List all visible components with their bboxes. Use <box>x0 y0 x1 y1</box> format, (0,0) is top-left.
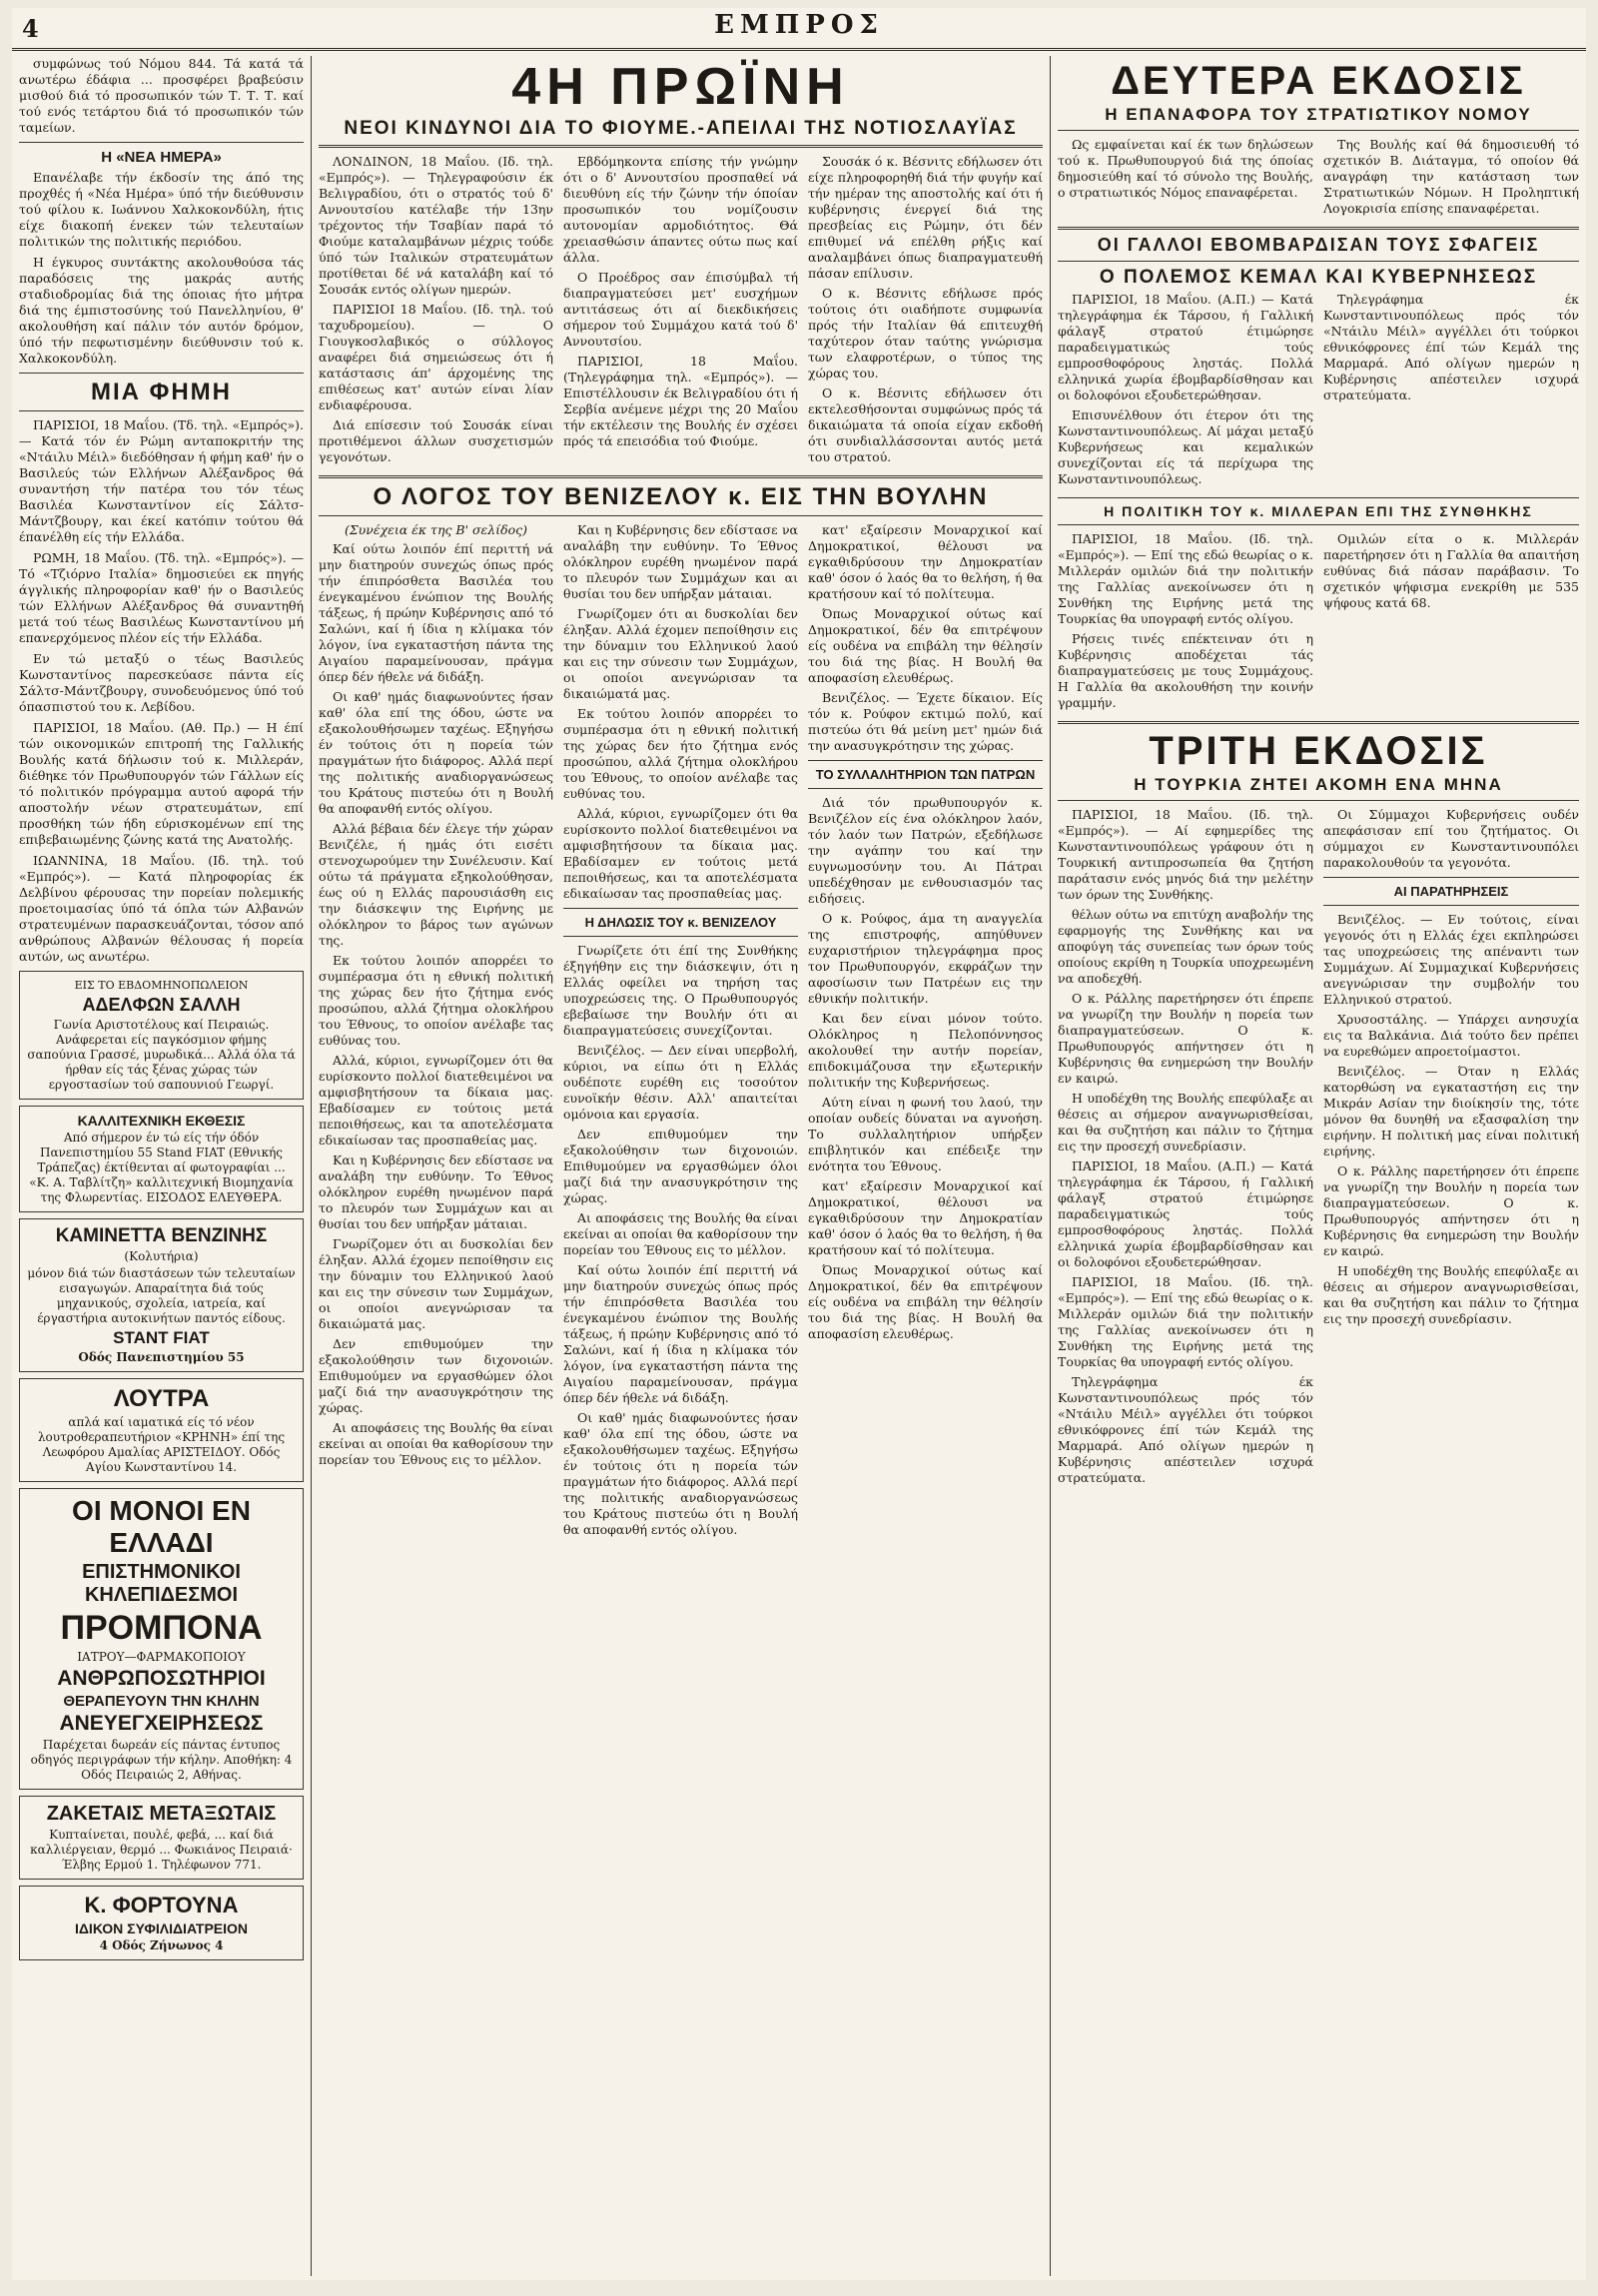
divider <box>1058 524 1579 525</box>
divider <box>319 145 1043 148</box>
mia-fimi-headline: ΜΙΑ ΦΗΜΗ <box>90 379 232 405</box>
mia-fimi-paragraph: ΠΑΡΙΣΙΟΙ, 18 Μαΐου. (Αθ. Πρ.) — Η έπί τών οικονομικών επιτροπή της Γαλλικής Βουλής κατά δήλωσιν τού κ. Μιλλεράν, διέθηκε τόν Πρωθυπουργόν τών Γάλλων είς τό πολιτικόν πρόγραμμα αυτού αφορά τήν αποστολήν νέων στρατευμάτων, επί προσθήκη τών ήδη εύρισκομένων επί της επιβεβαιωμένης ζώνης κατά της Ανατολής. <box>19 720 304 848</box>
divider <box>1058 721 1579 724</box>
divider <box>1058 130 1579 131</box>
ad-subheadline: ΙΔΙΚΟΝ ΣΥΦΙΛΙΔΙΑΤΡΕΙΟΝ <box>74 1920 249 1937</box>
news-paragraph: ΛΟΝΔΙΝΟΝ, 18 Μαΐου. (Ιδ. τηλ. «Εμπρός»). — Τηλεγραφούσιν έκ Βελιγραδίου, ότι ο στρατός τού δ' Αννουτσίου κατέλαβε τήν 13ην τρέχοντος τήν Τσαβίαν παρά τό Φιούμε καταλαμβάνων μέχρις τούδε ύπό τών Ιταλικών στρατευμάτων προτίθεται δέ νά καταλάβη καί τό Σουσάκ εντός ολίγων ημερών. <box>319 153 553 297</box>
ad-subtitle: (Κολυτήρια) <box>124 1249 199 1264</box>
third-edition-subheadline: Η ΤΟΥΡΚΙΑ ΖΗΤΕΙ ΑΚΟΜΗ ΕΝΑ ΜΗΝΑ <box>1134 775 1503 795</box>
news-paragraph: ΠΑΡΙΣΙΟΙ, 18 Μαΐου. (Ιδ. τηλ. «Εμπρός»). — Επί της εδώ θεωρίας ο κ. Μιλλεράν ομιλών διά την πολιτικήν της Γαλλίας ανεκοίνωσεν ότι η Συνθήκη της Ειρήνης μετά της Τουρκίας θα υπογραφή εντός ολίγου. <box>1058 1274 1313 1370</box>
ad-headline: ΖΑΚΕΤΑΙΣ ΜΕΤΑΞΩΤΑΙΣ <box>46 1803 277 1826</box>
ad-prompona <box>19 1488 304 1790</box>
kemal-headline: Ο ΠΟΛΕΜΟΣ ΚΕΜΑΛ ΚΑΙ ΚΥΒΕΡΝΗΣΕΩΣ <box>1099 266 1538 288</box>
news-paragraph: ΠΑΡΙΣΙΟΙ, 18 Μαΐου. (Α.Π.) — Κατά τηλεγράφημα έκ Τάρσου, ή Γαλλική φάλαγξ στρατού έτιμώρησε παραδειγματικώς τούς εμπροσθοφόρους ληστάς. Πολλά ελληνικά χωρία έβομβαρδίσθησαν και οι δολοφόνοι εξουδετερώθησαν. <box>1058 291 1313 402</box>
galloi-headline: ΟΙ ΓΑΛΛΟΙ ΕΒΟΜΒΑΡΔΙΣΑΝ ΤΟΥΣ ΣΦΑΓΕΙΣ <box>1097 234 1540 255</box>
nea-imera-text-2: Η έγκυρος συντάκτης ακολουθούσα τάς παραδόσεις της μακράς αυτής σταδιοδρομίας διά της όποιας ήτο μήτρα διά της έμπιστοσύνης τού Πανελληνίου, θ' ακολουθήση καί πάλιν τόν αυτόν δρόμον, ύπό τήν πεφωτισμένην διεύθυνσιν τού κ. Χαλκοκονδύλη. <box>19 255 304 366</box>
divider <box>1058 261 1579 262</box>
kemal-left <box>1058 292 1313 491</box>
edition-subheadline: Η ΕΠΑΝΑΦΟΡΑ ΤΟΥ ΣΤΡΑΤΙΩΤΙΚΟΥ ΝΟΜΟΥ <box>1105 105 1532 124</box>
news-paragraph: Ως εμφαίνεται καί έκ των δηλώσεων τού κ. Πρωθυπουργού διά της όποίας δημοσιεύθη καί τό σύνολο της Βουλής, ο στρατιωτικός Νόμος επαναφέρεται. <box>1058 136 1313 200</box>
speech-paragraph: Εκ τούτου λοιπόν απορρέει το συμπέρασμα ότι η εθνική πολιτική της χώρας δεν ήτο ζήτημα ενός προσώπου, αλλά ζήτημα ολοκλήρου του Έθνους, το οποίον ανέλαβε τας ευθύνας του. <box>563 705 798 801</box>
ad-label: ΕΙΣ ΤΟ ΕΒΔΟΜΗΝΟΠΩΛΕΙΟΝ <box>74 979 249 993</box>
turkey-columns <box>1058 807 1579 1490</box>
observations-headline: ΑΙ ΠΑΡΑΤΗΡΗΣΕΙΣ <box>1393 884 1509 900</box>
newspaper-page <box>12 8 1586 2280</box>
speech-paragraph: Και η Κυβέρνησις δεν εδίστασε να αναλάβη την ευθύνην. Το Έθνος ολόκληρον ευρέθη ηνωμένον παρά το πλευρόν των Συμμάχων και αι θυσίαι του δεν υπήρξαν μάταιαι. <box>563 521 798 601</box>
speech-columns <box>319 522 1043 1542</box>
ad-headline: ΑΔΕΛΦΩΝ ΣΑΛΛΗ <box>82 995 241 1016</box>
speech-column-1 <box>319 522 553 1542</box>
ad-loutra <box>19 1378 304 1482</box>
kemal-right <box>1323 292 1579 491</box>
ad-line: ΑΝΘΡΩΠΟΣΩΤΗΡΙΟΙ <box>57 1667 266 1691</box>
mia-fimi-paragraph: ΙΩΑΝΝΙΝΑ, 18 Μαΐου. (Ιδ. τηλ. τού «Εμπρός»). — Κατά πληροφορίας έκ Δελβίνου φέρουσας την πορείαν πολεμικής προετοιμασίας ύπό τά όπλα τών Αλβανών στρατευμένων παρασκευάζονται, τόσον από ανθρώπους Αλβανών θέλουσας ή πορεία αυτών, ως ανωτέρω. <box>19 853 304 965</box>
news-paragraph: Της Βουλής καί θά δημοσιευθή τό σχετικόν Β. Διάταγμα, τό οποίον θά αναγράφη την κατάσταση των Στρατιωτικών Νόμων. Η Προληπτική Λογοκρισία επίσης επαναφέρεται. <box>1323 136 1579 216</box>
speech-column-3 <box>808 522 1043 1542</box>
news-paragraph: ΠΑΡΙΣΙΟΙ, 18 Μαΐου. (Ιδ. τηλ. «Εμπρός»). — Επί της εδώ θεωρίας ο κ. Μιλλεράν ομιλών διά την πολιτικήν της Γαλλίας ανεκοίνωσεν ότι η Συνθήκη της Ειρήνης μετά της Τουρκίας θα υπογραφή εντός ολίγου. <box>1058 531 1313 627</box>
ad-subheadline: ΕΠΙΣΤΗΜΟΝΙΚΟΙ ΚΗΛΕΠΙΔΕΣΜΟΙ <box>82 1561 241 1607</box>
divider <box>19 373 304 374</box>
turkey-left <box>1058 807 1313 1490</box>
news-paragraph: Ο κ. Βέσνιτς εδήλωσε πρός τούτοις ότι οιαδήποτε συμφωνία πρός τήν Ιταλίαν θά επιτευχθή ταχύτερον όταν ταύτης γνώρισμα των ελαφροτέρων, ο τύπος της χώρας του. <box>808 285 1043 381</box>
patrai-paragraph: Αύτη είναι η φωνή του λαού, την οποίαν ουδείς δύναται να αγνοήση. Το συλλαλητήριον υπήρξεν επιβλητικόν και επέδειξε την ενότητα του Έθνους. <box>808 1094 1043 1173</box>
millerand-left <box>1058 531 1313 715</box>
right-paragraph: κατ' εξαίρεσιν Μοναρχικοί καί Δημοκρατικοί, θέλουσι να εγκαθιδρύσουν την Δημοκρατίαν καθ' όσον ό λαός θα το θελήση, ή θα κρατήσουν καί τό πολίτευμα. <box>808 521 1043 601</box>
page-number: 4 <box>22 14 39 43</box>
nea-imera-headline: Η «ΝΕΑ ΗΜΕΡΑ» <box>101 149 222 166</box>
news-paragraph: Τηλεγράφημα έκ Κωνσταντινουπόλεως πρός τόν «Ντάιλυ Μέιλ» αγγέλλει ότι τούρκοι εθνικόφρονες έπί τών Κεμάλ της Μαρμαρά. Από ολίγων ημερών η Κυβέρνησις απέστειλεν ισχυρά στρατεύματα. <box>1058 1374 1313 1486</box>
right-paragraph: κατ' εξαίρεσιν Μοναρχικοί καί Δημοκρατικοί, θέλουσι να εγκαθιδρύσουν την Δημοκρατίαν καθ' όσον ό λαός θα το θελήση, ή θα κρατήσουν καί τό πολίτευμα. <box>808 1177 1043 1257</box>
ad-text: μόνον διά τών διαστάσεων τών τελευταίων εισαγωγών. Απαραίτητα διά τούς μηχανικούς, σχολεία, ιατρεία, καί έργαστήρια αυτοκινήτων παντός είδους. <box>27 1266 296 1326</box>
ad-text: Γωνία Αριστοτέλους καί Πειραιώς. Ανάφερεται είς παγκόσμιον φήμης σαπούνια Γρασσέ, μυρωδικά... Αλλά όλα τά ήρθαν είς τάς ξένας χώρας τών εργοστασίων τού σαπουνιού Γεωργί. <box>27 1018 296 1093</box>
divider <box>808 788 1043 789</box>
speech-paragraph: Δεν επιθυμούμεν την εξακολούθησιν των διχονοιών. Επιθυμούμεν να εργασθώμεν όλοι μαζί διά την ανασυγκρότησιν της χώρας. <box>319 1335 553 1415</box>
divider <box>1058 497 1579 498</box>
ad-zaketes <box>19 1796 304 1880</box>
divider <box>319 475 1043 478</box>
ad-text: Κυπταίνεται, πουλέ, φεβά, ... καί διά καλλιέργειαν, θερμό ... Φωκιάνος Πειραιά· Έλβης Ερμού 1. Τηλέφωνον 771. <box>30 1828 293 1873</box>
ad-label: ΙΑΤΡΟΥ—ΦΑΡΜΑΚΟΠΟΙΟΥ <box>77 1650 246 1665</box>
news-paragraph: Ο κ. Βέσνιτς εδήλωσεν ότι εκτελεσθήσονται συμφώνως πρός τά δικαιώματα τά οποία είχαν εκδοθή ότι συνδιαλλάσσονται αυτός μετά του στρατού. <box>808 384 1043 464</box>
ad-fortouna <box>19 1886 304 1960</box>
masthead <box>12 8 1586 51</box>
mia-fimi-paragraph: Εν τώ μεταξύ ο τέως Βασιλεύς Κωνσταντίνος παρεσκεύασε πάντα είς Σάλτσ-Μάντζβουργ, συνοδευόμενος ύπό τού όπασπιστού του κ. Λεβίδου. <box>19 651 304 715</box>
divider <box>563 936 798 937</box>
news-paragraph: Τηλεγράφημα έκ Κωνσταντινουπόλεως πρός τόν «Ντάιλυ Μέιλ» αγγέλλει ότι τούρκοι εθνικόφρονες έπί τών Κεμάλ της Μαρμαρά. Από ολίγων ημερών η Κυβέρνησις απέστειλεν ισχυρά στρατεύματα. <box>1323 291 1579 402</box>
patrai-paragraph: Και δεν είναι μόνον τούτο. Ολόκληρος η Πελοπόννησος ακολουθεί την αυτήν πορείαν, επιδοκιμάζουσα την εξωτερικήν πολιτικήν της Κυβερνήσεως. <box>808 1010 1043 1090</box>
patrai-paragraph: Διά τόν πρωθυπουργόν κ. Βενιζέλον είς ένα ολόκληρον λαόν, τόν λαόν των Πατρών, εξεδήλωσε την αγάπην του καί την ευγνωμοσύνην του. Αι Πάτραι υπεδέχθησαν με ενθουσιασμόν τας ειδήσεις. <box>808 794 1043 906</box>
news-paragraph: Οι Σύμμαχοι Κυβερνήσεις ουδέν απεφάσισαν επί του ζητήματος. Οι σύμμαχοι εν Κωνσταντινουπόλει παρακολουθούν τα γεγονότα. <box>1323 807 1579 871</box>
divider <box>19 410 304 411</box>
news-paragraph: Ομιλών είτα ο κ. Μιλλεράν παρετήρησεν ότι η Γαλλία θα απαιτήση ευθύνας διά πάσαν παράβασιν. Το σχετικόν ψήφισμα ενεκρίθη με 535 ψήφους κατά 68. <box>1323 531 1579 611</box>
speech-paragraph: Καί ούτω λοιπόν έπί περιττή νά μην διατηρούν συνεχώς όπως πρός τήν έπιπρόσθετα Βασιλέα του ένεγκαμένου ένώπιον της Βουλής τάξεως, ή πρώην Κυβέρνησις από τό Σαλώνι, καί ή ίδια η κλίμακα τόν λόγον, ίνα εγκαταστήση πάντα της Αιγαίου παραμείνουσαν, πράγμα όπερ δέν ήθελε νά διδάξη. <box>319 540 553 684</box>
ad-brand: STANT FIAT <box>113 1328 210 1348</box>
top-article-columns <box>319 154 1043 469</box>
divider <box>1058 227 1579 230</box>
right-paragraph: Όπως Μοναρχικοί ούτως καί Δημοκρατικοί, δέν θα επιτρέψουν είς ουδένα να επιβάλη την θέλησίν του διά της βίας. Η Βουλή θα αποφασίση ελευθέρως. <box>808 605 1043 685</box>
speech-paragraph: Δεν επιθυμούμεν την εξακολούθησιν των διχονοιών. Επιθυμούμεν να εργασθώμεν όλοι μαζί διά την ανασυγκρότησιν της χώρας. <box>563 1126 798 1205</box>
news-paragraph: ΠΑΡΙΣΙΟΙ, 18 Μαΐου. (Α.Π.) — Κατά τηλεγράφημα έκ Τάρσου, ή Γαλλική φάλαγξ στρατού έτιμώρησε παραδειγματικώς τούς εμπροσθοφόρους ληστάς. Πολλά ελληνικά χωρία έβομβαρδίσθησαν και οι δολοφόνοι εξουδετερώθησαν. <box>1058 1158 1313 1270</box>
ad-headline: ΚΑΛΛΙΤΕΧΝΙΚΗ ΕΚΘΕΣΙΣ <box>77 1113 246 1130</box>
ad-text: Παρέχεται δωρεάν είς πάντας έντυπος οδηγός περιγράφων τήν κήλην. Αποθήκη: 4 Οδός Πειραιώς 2, Αθήνας. <box>30 1738 293 1783</box>
news-paragraph: ΠΑΡΙΣΙΟΙ 18 Μαΐου. (Ιδ. τηλ. τού ταχυδρομείου). — Ο Γιουγκοσλαβικός ο σύλλογος αναφέρει διά σημειώσεως ότι ή κατάστασις άπ' άρχομένης της επιθέσεως κατ' αυτών είναι λίαν ενδιαφέρουσα. <box>319 301 553 412</box>
speech-paragraph: Αλλά, κύριοι, εγνωρίζομεν ότι θα ευρίσκοντο πολλοί διατεθειμένοι να αμφισβητήσουν τα δίκαια μας. Εβαδίσαμεν εν τούτοις μετά πεποιθήσεως, και τα αποτελέσματα εδικαίωσαν τας προσπαθείας μας. <box>319 1052 553 1148</box>
speech-paragraph: Αι αποφάσεις της Βουλής θα είναι εκείναι αι οποίαι θα καθορίσουν την πορείαν του Έθνους εις το μέλλον. <box>319 1419 553 1467</box>
speech-paragraph: Γνωρίζομεν ότι αι δυσκολίαι δεν έληξαν. Αλλά έχομεν πεποίθησιν εις την δύναμιν του Ελληνικού λαού και εις την σύνεσιν των Συμμάχων, οι οποίοι ανεγνώρισαν τα δικαιώματά μας. <box>563 605 798 701</box>
nea-imera-text: Επανέλαβε τήν έκδοσίν της άπό της προχθές ή «Νέα Ημέρα» ύπό τήν διεύθυνσιν τού φίλου κ. Ιωάννου Χαλκοκονδύλη, ήτις είχε διακοπή ένεκεν τών τελευταίων πολιτικών της πολιτικής περιόδου. <box>19 170 304 249</box>
news-paragraph: Ρήσεις τινές επέκτειναν ότι η Κυβέρνησις αποδέχεται τάς διαπραγματεύσεις με τους Συμμάχους. Η Γαλλία θα ακολουθήση την κοινήν γραμμήν. <box>1058 631 1313 711</box>
article-continuation: συμφώνως τού Νόμου 844. Τά κατά τά ανωτέρω έδάφια ... προσφέρει βραβεύσιν μισθού διά τό προσωπικόν τών Τ. Τ. Τ. καί τού ενός τετάρτου διά τό προσωπικόν τών ταμείων. <box>19 56 304 135</box>
top-article-right <box>808 154 1043 469</box>
left-column <box>12 56 312 2276</box>
edition-headline: ΔΕΥΤΕΡΑ ΕΚΔΟΣΙΣ <box>1111 59 1526 103</box>
news-paragraph: Εβδόμηκοντα επίσης τήν γνώμην ότι ο δ' Αννουτσίου προσπαθεί νά διευθύνη είς τήν ζώνην τήν όποίαν προσωπικόν του νομίζουσιν αυτονομίαν αρμοδιότητος. Θά χρειασθώσιν άπαντες ούτω πως καί άλλα. <box>563 153 798 265</box>
news-paragraph: Επισυνέλθουν ότι έτερον ότι της Κωνσταντινουπόλεως. Αί μάχαι μεταξύ Κυβερνήσεως και κεμαλικών συνεχίζονται είς τά περίχωρα της Κωνσταντινουπόλεως. <box>1058 406 1313 486</box>
ad-headline: ΟΙ ΜΟΝΟΙ ΕΝ ΕΛΛΑΔΙ <box>72 1495 251 1559</box>
ad-kaminetta <box>19 1218 304 1372</box>
newspaper-name: ΕΜΠΡΟΣ <box>714 10 884 40</box>
military-law-right <box>1323 137 1579 221</box>
divider <box>1058 800 1579 801</box>
divider <box>563 908 798 909</box>
declaration-headline: Η ΔΗΛΩΣΙΣ ΤΟΥ κ. ΒΕΝΙΖΕΛΟΥ <box>584 914 777 930</box>
millerand-columns <box>1058 531 1579 715</box>
patrai-paragraph: Ο κ. Ρούφος, άμα τη αναγγελία της επιστροφής, απηύθυνεν ευχαριστήριον τηλεγράφημα προς τον Πρωθυπουργόν, εκφράζων την αφοσίωσιν των Πατρέων εις την εθνικήν πολιτικήν. <box>808 910 1043 1006</box>
divider <box>19 142 304 143</box>
ad-headline: Κ. ΦΟΡΤΟΥΝΑ <box>84 1893 239 1918</box>
observation-paragraph: Η υποδέχθη της Βουλής επεφύλαξε αι θέσεις αι σήμερον αναγνωρισθείσαι, και θα συζητήση και πάλιν το ζήτημα εις την προσεχή συνεδρίασιν. <box>1323 1263 1579 1327</box>
kemal-columns <box>1058 292 1579 491</box>
patrai-headline: ΤΟ ΣΥΛΛΑΛΗΤΗΡΙΟΝ ΤΩΝ ΠΑΤΡΩΝ <box>815 766 1036 782</box>
ad-line: ΘΕΡΑΠΕΥΟΥΝ ΤΗΝ ΚΗΛΗΝ <box>63 1693 260 1711</box>
divider <box>319 515 1043 516</box>
ad-address: Οδός Πανεπιστημίου 55 <box>78 1350 245 1365</box>
declaration-paragraph: Βενιζέλος. — Δεν είναι υπερβολή, κύριοι, να είπω ότι η Ελλάς ουδέποτε ευρέθη εις τοσούτον ευνοϊκήν θέσιν. Αλλ' απαιτείται ομόνοια και εργασία. <box>563 1042 798 1122</box>
right-paragraph: Όπως Μοναρχικοί ούτως καί Δημοκρατικοί, δέν θα επιτρέψουν είς ουδένα να επιβάλη την θέλησίν του διά της βίας. Η Βουλή θα αποφασίση ελευθέρως. <box>808 1261 1043 1341</box>
speech-paragraph: Και η Κυβέρνησις δεν εδίστασε να αναλάβη την ευθύνην. Το Έθνος ολόκληρον ευρέθη ηνωμένον παρά το πλευρόν των Συμμάχων και αι θυσίαι του δεν υπήρξαν μάταιαι. <box>319 1151 553 1231</box>
speech-headline: Ο ΛΟΓΟΣ ΤΟΥ ΒΕΝΙΖΕΛΟΥ κ. ΕΙΣ ΤΗΝ ΒΟΥΛΗΝ <box>373 482 989 510</box>
edition-subheadline: ΝΕΟΙ ΚΙΝΔΥΝΟΙ ΔΙΑ ΤΟ ΦΙΟΥΜΕ.-ΑΠΕΙΛΑΙ ΤΗΣ ΝΟΤΙΟΣΛΑΥΪΑΣ <box>344 117 1018 139</box>
top-article-middle <box>563 154 798 469</box>
ad-brand: ΠΡΟΜΠΟΝΑ <box>60 1609 263 1648</box>
speech-column-2 <box>563 522 798 1542</box>
ad-text: απλά καί ιαματικά είς τό νέον λουτροθεραπευτήριον «ΚΡΗΝΗ» έπί της Λεωφόρου Αμαλίας ΑΡΙΣΤΕΙΔΟΥ. Οδός Αγίου Κωνσταντίνου 14. <box>37 1415 286 1475</box>
ad-headline: ΚΑΜΙΝΕΤΤΑ ΒΕΝΖΙΝΗΣ <box>55 1225 268 1247</box>
speech-paragraph: Γνωρίζομεν ότι αι δυσκολίαι δεν έληξαν. Αλλά έχομεν πεποίθησιν εις την δύναμιν του Ελληνικού λαού και εις την σύνεσιν των Συμμάχων, οι οποίοι ανεγνώρισαν τα δικαιώματά μας. <box>319 1235 553 1331</box>
observation-paragraph: Χρυσοστάλης. — Υπάρχει ανησυχία εις τα Βαλκάνια. Διά τούτο δεν πρέπει να ευρεθώμεν απροετοίμαστοι. <box>1323 1012 1579 1060</box>
speech-paragraph: Αλλά, κύριοι, εγνωρίζομεν ότι θα ευρίσκοντο πολλοί διατεθειμένοι να αμφισβητήσουν τα δίκαια μας. Εβαδίσαμεν εν τούτοις μετά πεποιθήσεως, και τα αποτελέσματα εδικαίωσαν τας προσπαθείας μας. <box>563 805 798 901</box>
ad-kallitexniki <box>19 1106 304 1212</box>
news-paragraph: Ο κ. Ράλλης παρετήρησεν ότι έπρεπε να γνωρίζη την Βουλήν η πορεία των διαπραγματεύσεων. Ο κ. Πρωθυπουργός απήντησεν ότι η Κυβέρνησις θα ενημερώση την Βουλήν εν καιρώ. <box>1058 991 1313 1087</box>
top-article-left <box>319 154 553 469</box>
speech-continuation-note: (Συνέχεια έκ της Β' σελίδος) <box>344 521 528 537</box>
mia-fimi-paragraph: ΠΑΡΙΣΙΟΙ, 18 Μαΐου. (Τδ. τηλ. «Εμπρός»). — Κατά τόν έν Ρώμη ανταποκριτήν της «Ντάιλυ Μέιλ» διεδόθησαν ή φήμη καθ' ήν ο Βασιλεύς τών Ελλήνων Αλέξανδρος θά συναντήση τήν πατέρα του τόν τέως Βασιλέα Κωνσταντίνον είς Σάλτσ-Μάντζβουργ, και έκεί κατόπιν τούτου θά έπανέλθη είς τήν Ελλάδα. <box>19 417 304 545</box>
news-paragraph: Διά επίσεσιν τού Σουσάκ είναι προτιθέμενοι άλλων συσχετισμών γεγονότων. <box>319 416 553 464</box>
ad-adelfon-salli <box>19 971 304 1100</box>
millerand-right <box>1323 531 1579 715</box>
declaration-paragraph: Γνωρίζετε ότι έπί της Συνθήκης έξηγήθην εις την διάσκεψιν, ότι η Ελλάς οφείλει να τηρήση τας υποχρεώσεις της. Ο Πρωθυπουργός εβεβαίωσε την Βουλήν ότι αι διαπραγματεύσεις συνεχίζονται. <box>563 942 798 1038</box>
speech-paragraph: Οι καθ' ημάς διαφωνούντες ήσαν καθ' όλα επί της όδου, ώστε να εξακολουθήσωμεν ταχέως. Εξηγήσω έν τούτοις ότι η πορεία τών πραγμάτων ήτο διάφορος. Αλλά περί της πολιτικής αναδιοργανώσεως του Κράτους πιστεύω ότι η Βουλή θα αποφανθή εντός ολίγου. <box>319 688 553 816</box>
divider <box>808 760 1043 761</box>
ad-address: 4 Οδός Ζήνωνος 4 <box>99 1938 224 1953</box>
mia-fimi-paragraph: ΡΩΜΗ, 18 Μαΐου. (Τδ. τηλ. «Εμπρός»). — Τό «Τζιόρνο Ιταλία» δημοσιεύει εκ πηγής άγγλικής πληροφορίαν καθ' ήν ο Βασιλεύς τών Ελλήνων Αλέξανδρος θά συναντηθή μετά τού τέως Βασιλέως Κωνσταντίνου μή επανερχόμενος πλέον είς τήν Ελλάδα. <box>19 550 304 646</box>
speech-paragraph: Εκ τούτου λοιπόν απορρέει το συμπέρασμα ότι η εθνική πολιτική της χώρας δεν ήτο ζήτημα ενός προσώπου, αλλά ζήτημα ολοκλήρου του Έθνους, το οποίον ανέλαβε τας ευθύνας του. <box>319 952 553 1048</box>
observation-paragraph: Ο κ. Ράλλης παρετήρησεν ότι έπρεπε να γνωρίζη την Βουλήν η πορεία των διαπραγματεύσεων. Ο κ. Πρωθυπουργός απήντησεν ότι η Κυβέρνησις θα ενημερώση την Βουλήν εν καιρώ. <box>1323 1163 1579 1259</box>
turkey-right <box>1323 807 1579 1490</box>
speech-paragraph: Αι αποφάσεις της Βουλής θα είναι εκείναι αι οποίαι θα καθορίσουν την πορείαν του Έθνους εις το μέλλον. <box>563 1209 798 1257</box>
news-paragraph: Η υποδέχθη της Βουλής επεφύλαξε αι θέσεις αι σήμερον αναγνωρισθείσαι, και θα συζητήση και πάλιν το ζήτημα εις την προσεχή συνεδρίασιν. <box>1058 1091 1313 1154</box>
military-law-left <box>1058 137 1313 221</box>
observation-paragraph: Βενιζέλος. — Εν τούτοις, είναι γεγονός ότι η Ελλάς έχει εκπληρώσει τας υποχρεώσεις της απέναντι των Συμμάχων. Αί Συμμαχικαί Κυβερνήσεις ανεγνώρισαν την συμβολήν του Ελληνικού στρατού. <box>1323 912 1579 1008</box>
military-law-columns <box>1058 137 1579 221</box>
news-paragraph: θέλων ούτω να επιτύχη αναβολήν της εφαρμογής της Συνθήκης και να αποφύγη τάς συνεπείας των όρων τούς οποίους εκρίθη η Τουρκία υποχρεωμένη να αποδεχθή. <box>1058 907 1313 987</box>
news-paragraph: Ο Προέδρος σαν έπισύμβαλ τή διαπραγματεύσει μετ' ευσχήμων αντιτάσεως ότι αί διεκδικήσεις σήμερον τού Συμμάχου κατά τού δ' Αννουτσίου. <box>563 269 798 349</box>
right-column <box>1051 56 1586 2276</box>
speech-paragraph: Οι καθ' ημάς διαφωνούντες ήσαν καθ' όλα επί της όδου, ώστε να εξακολουθήσωμεν ταχέως. Εξηγήσω έν τούτοις ότι η πορεία τών πραγμάτων ήτο διάφορος. Αλλά περί της πολιτικής αναδιοργανώσεως του Κράτους πιστεύω ότι η Βουλή θα αποφανθή εντός ολίγου. <box>563 1409 798 1537</box>
edition-headline: 4Η ΠΡΩΪΝΗ <box>511 58 850 116</box>
third-edition-headline: ΤΡΙΤΗ ΕΚΔΟΣΙΣ <box>1149 729 1488 774</box>
observation-paragraph: Βενιζέλος. — Όταν η Ελλάς κατορθώση να εγκαταστήση εις την Μικράν Ασίαν την διοίκησίν της, τότε μόνον θα δυνηθή να εξασφαλίση την ειρήνην. Η πολιτική μας είναι πολιτική ειρήνης. <box>1323 1064 1579 1159</box>
news-paragraph: ΠΑΡΙΣΙΟΙ, 18 Μαΐου. (Τηλεγράφημα τηλ. «Εμπρός»). — Επιστέλλουσιν έκ Βελιγραδίου ότι ή Σερβία ανέμενε μέχρι της 20 Μαΐου τήν εκτέλεσιν της Βουλής έν σχέσει πρός τά επεισόδια τού Φιούμε. <box>563 353 798 448</box>
divider <box>1323 905 1579 906</box>
speech-paragraph: Αλλά βέβαια δέν έλεγε τήν χώραν Βενιζέλε, ή ημάς ότι εισέτι στενοχωρούμεν την Συνέλευσιν. Καί ούτω τά πράγματα εξηκολούθησαν, έως ού η Ελλάς παρουσιάσθη εις την διάσκεψιν της Ειρήνης με ολόκληρον το βάρος των αγώνων της. <box>319 820 553 948</box>
speech-paragraph: Καί ούτω λοιπόν έπί περιττή νά μην διατηρούν συνεχώς όπως πρός τήν έπιπρόσθετα Βασιλέα του ένεγκαμένου ένώπιον της Βουλής τάξεως, ή πρώην Κυβέρνησις από τό Σαλώνι, καί ή ίδια η κλίμακα τόν λόγον, ίνα εγκαταστήση πάντα της Αιγαίου παραμείνουσαν, πράγμα όπερ δέν ήθελε νά διδάξη. <box>563 1261 798 1405</box>
divider <box>1323 877 1579 878</box>
center-column <box>312 56 1051 2276</box>
millerand-headline: Η ΠΟΛΙΤΙΚΗ ΤΟΥ κ. ΜΙΛΛΕΡΑΝ ΕΠΙ ΤΗΣ ΣΥΝΘΗΚΗΣ <box>1104 502 1533 519</box>
right-paragraph: Βενιζέλος. — Έχετε δίκαιον. Είς τόν κ. Ρούφον εκτιμώ πολύ, καί πιστεύω ότι θά μείνη μετ' ημών διά την ανασυγκρότησιν της χώρας. <box>808 689 1043 753</box>
ad-headline: ΛΟΥΤΡΑ <box>113 1385 210 1413</box>
ad-line: ΑΝΕΥΕΓΧΕΙΡΗΣΕΩΣ <box>59 1712 264 1736</box>
news-paragraph: Σουσάκ ό κ. Βέσνιτς εδήλωσεν ότι είχε πληροφορηθή διά τήν φυγήν καί τήν ημέραν της αποστολής καί ότι ή κυβέρνησις ένεργεί διά της πρεσβείας εις Ρώμην, ότι δέν επιθυμεί νά επέλθη ρήξις καί αναλαμβάνει όπως διαπραγματευθή πάσαν επίλυσιν. <box>808 153 1043 281</box>
news-paragraph: ΠΑΡΙΣΙΟΙ, 18 Μαΐου. (Ιδ. τηλ. «Εμπρός»). — Αί εφημερίδες της Κωνσταντινουπόλεως γράφουν ότι η Τουρκική αντιπροσωπεία θα ζητήση παράτασιν ενός μηνός διά την μελέτην των όρων της Συνθήκης. <box>1058 807 1313 903</box>
ad-text: Από σήμερον έν τώ είς τήν όδόν Πανεπιστημίου 55 Stand FIAT (Εθνικής Τράπεζας) έκτίθενται αί φωτογραφίαι ... «Κ. Α. Ταβλίτζη» καλλιτεχνική Βιομηχανία της Φλωρεντίας. ΕΙΣΟΔΟΣ ΕΛΕΥΘΕΡΑ. <box>29 1131 294 1205</box>
